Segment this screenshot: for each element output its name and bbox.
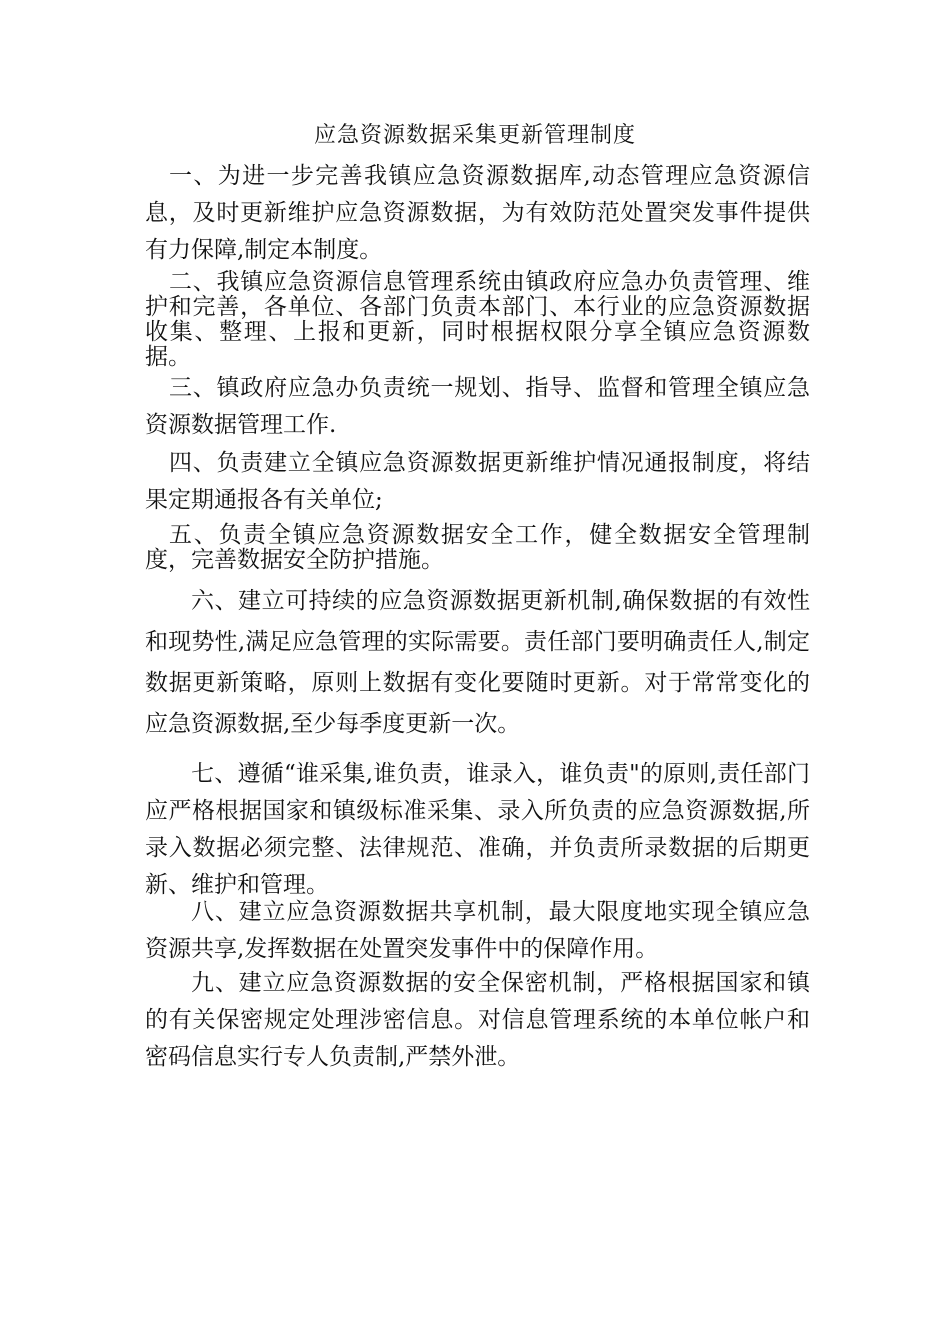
paragraph-6: 六、建立可持续的应急资源数据更新机制,确保数据的有效性和现势性,满足应急管理的实际需要。责任部门要明确责任人,制定数据更新策略，原则上数据有变化要随时更新。对于常常变化的应急资源数据,至少每季度更新一次。 [145, 588, 810, 737]
paragraph-5: 五、负责全镇应急资源数据安全工作，健全数据安全管理制度，完善数据安全防护措施。 [145, 522, 810, 573]
paragraph-9: 九、建立应急资源数据的安全保密机制，严格根据国家和镇的有关保密规定处理涉密信息。对信息管理系统的本单位帐户和密码信息实行专人负责制,严禁外泄。 [145, 970, 810, 1070]
paragraph-4: 四、负责建立全镇应急资源数据更新维护情况通报制度，将结果定期通报各有关单位; [145, 450, 810, 513]
paragraph-3: 三、镇政府应急办负责统一规划、指导、监督和管理全镇应急资源数据管理工作. [145, 375, 810, 438]
document-title: 应急资源数据采集更新管理制度 [313, 123, 636, 148]
paragraph-8: 八、建立应急资源数据共享机制，最大限度地实现全镇应急资源共享,发挥数据在处置突发事件中的保障作用。 [145, 899, 810, 962]
paragraph-2: 二、我镇应急资源信息管理系统由镇政府应急办负责管理、维护和完善，各单位、各部门负责本部门、本行业的应急资源数据收集、整理、上报和更新，同时根据权限分享全镇应急资源数据。 [145, 269, 810, 370]
paragraph-1: 一、为进一步完善我镇应急资源数据库,动态管理应急资源信息，及时更新维护应急资源数据，为有效防范处置突发事件提供有力保障,制定本制度。 [145, 163, 810, 263]
paragraph-7: 七、遵循“谁采集,谁负责，谁录入，谁负责"的原则,责任部门应严格根据国家和镇级标准采集、录入所负责的应急资源数据,所录入数据必须完整、法律规范、准确，并负责所录数据的后期更新、维护和管理。 [145, 761, 810, 898]
